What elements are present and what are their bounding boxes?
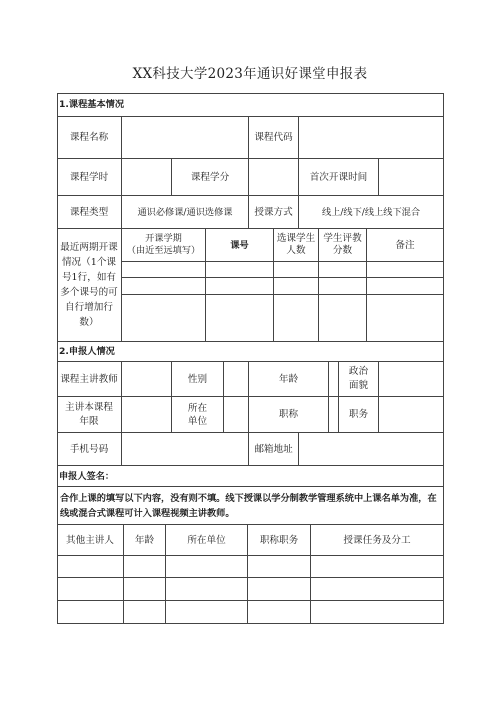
unit-label: 所在单位 <box>172 397 224 433</box>
course-code-field[interactable] <box>299 117 444 159</box>
other-teacher-cell[interactable] <box>57 578 124 601</box>
course-hours-label: 课程学时 <box>57 159 122 196</box>
course-type-value[interactable]: 通识必修课/通识选修课 <box>122 196 249 229</box>
other-age-cell[interactable] <box>124 556 166 578</box>
recent-offerings-label: 最近两期开课情况（1个课号1行，如有多个课号的可自行增加行数） <box>57 229 122 342</box>
col-course-code: 课号 <box>206 229 274 262</box>
other-teacher-cell[interactable] <box>57 601 124 624</box>
recent-students-cell[interactable] <box>274 295 319 342</box>
gender-field[interactable] <box>224 362 249 397</box>
section2-heading: 2.申报人情况 <box>57 342 444 362</box>
other-unit-cell[interactable] <box>166 578 248 601</box>
col-eval: 学生评教分数 <box>319 229 367 262</box>
collaboration-note: 合作上课的填写以下内容，没有则不填。线下授课以学分制教学管理系统中上课名单为准，在线或混合式课程可计入课程视频主讲教师。 <box>57 487 444 525</box>
course-name-label: 课程名称 <box>57 117 122 159</box>
recent-students-cell[interactable] <box>274 278 319 295</box>
first-offer-field[interactable] <box>379 159 444 196</box>
age-field[interactable] <box>329 362 339 397</box>
section1-heading: 1.课程基本情况 <box>57 93 444 117</box>
col-students: 选课学生人数 <box>274 229 319 262</box>
other-task-cell[interactable] <box>311 601 444 624</box>
recent-note-cell[interactable] <box>367 262 444 278</box>
email-label: 邮箱地址 <box>249 433 299 466</box>
course-type-label: 课程类型 <box>57 196 122 229</box>
position-label: 职务 <box>339 397 379 433</box>
teacher-label: 课程主讲教师 <box>57 362 122 397</box>
title-label: 职称 <box>249 397 329 433</box>
other-teacher-cell[interactable] <box>57 556 124 578</box>
col-note: 备注 <box>367 229 444 262</box>
application-form <box>57 93 444 624</box>
phone-field[interactable] <box>122 433 249 466</box>
recent-term-cell[interactable] <box>122 262 206 278</box>
email-field[interactable] <box>299 433 444 466</box>
teaching-mode-label: 授课方式 <box>249 196 299 229</box>
phone-label: 手机号码 <box>57 433 122 466</box>
col-other-title: 职称职务 <box>248 525 311 556</box>
other-unit-cell[interactable] <box>166 556 248 578</box>
col-term: 开课学期 （由近至远填写） <box>122 229 206 262</box>
recent-eval-cell[interactable] <box>319 278 367 295</box>
years-field[interactable] <box>122 397 172 433</box>
years-label: 主讲本课程年限 <box>57 397 122 433</box>
unit-field[interactable] <box>224 397 249 433</box>
other-age-cell[interactable] <box>124 601 166 624</box>
first-offer-label: 首次开课时间 <box>299 159 379 196</box>
recent-code-cell[interactable] <box>206 295 274 342</box>
other-age-cell[interactable] <box>124 578 166 601</box>
recent-students-cell[interactable] <box>274 262 319 278</box>
political-field[interactable] <box>379 362 444 397</box>
signature-label[interactable]: 申报人签名： <box>57 466 444 487</box>
recent-note-cell[interactable] <box>367 295 444 342</box>
col-other-task: 授课任务及分工 <box>311 525 444 556</box>
other-title-cell[interactable] <box>248 601 311 624</box>
other-title-cell[interactable] <box>248 578 311 601</box>
gender-label: 性别 <box>172 362 224 397</box>
course-code-label: 课程代码 <box>249 117 299 159</box>
political-label: 政治面貌 <box>339 362 379 397</box>
recent-eval-cell[interactable] <box>319 262 367 278</box>
recent-note-cell[interactable] <box>367 278 444 295</box>
col-other-age: 年龄 <box>124 525 166 556</box>
other-task-cell[interactable] <box>311 578 444 601</box>
col-other-teacher: 其他主讲人 <box>57 525 124 556</box>
course-hours-field[interactable] <box>122 159 172 196</box>
recent-code-cell[interactable] <box>206 278 274 295</box>
teacher-field[interactable] <box>122 362 172 397</box>
position-field[interactable] <box>379 397 444 433</box>
recent-term-cell[interactable] <box>122 278 206 295</box>
course-credits-label: 课程学分 <box>172 159 249 196</box>
teaching-mode-value[interactable]: 线上/线下/线上线下混合 <box>299 196 444 229</box>
recent-code-cell[interactable] <box>206 262 274 278</box>
other-task-cell[interactable] <box>311 556 444 578</box>
title-field[interactable] <box>329 397 339 433</box>
recent-eval-cell[interactable] <box>319 295 367 342</box>
course-name-field[interactable] <box>122 117 249 159</box>
course-credits-field[interactable] <box>249 159 299 196</box>
age-label: 年龄 <box>249 362 329 397</box>
col-other-unit: 所在单位 <box>166 525 248 556</box>
recent-term-cell[interactable] <box>122 295 206 342</box>
other-unit-cell[interactable] <box>166 601 248 624</box>
other-title-cell[interactable] <box>248 556 311 578</box>
page-title: XX科技大学2023年通识好课堂申报表 <box>132 66 368 82</box>
